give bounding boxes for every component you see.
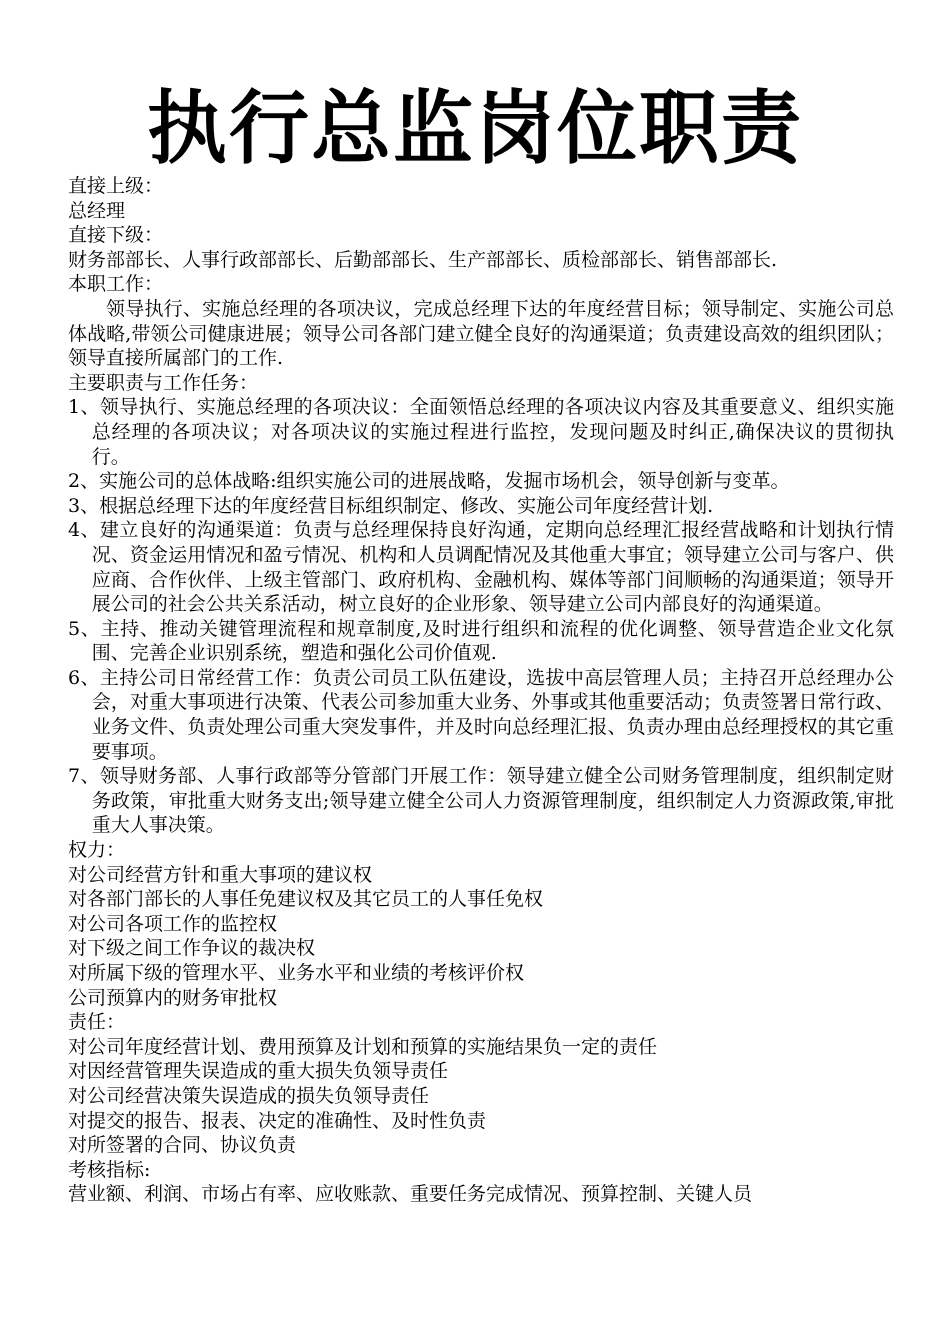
power-item: 对公司经营方针和重大事项的建议权 [68,863,373,886]
kpi-text: 营业额、利润、市场占有率、应收账款、重要任务完成情况、预算控制、关键人员 [68,1183,753,1206]
document-title: 执行总监岗位职责 [147,82,803,175]
core-work-label: 本职工作： [68,273,164,296]
document-body [68,174,894,1207]
duty-item: 2、实施公司的总体战略:组织实施公司的进展战略，发掘市场机会，领导创新与变革。 [68,470,790,493]
subordinate-label: 直接下级： [68,224,164,247]
responsibilities-label: 责任： [68,1011,126,1034]
responsibility-item: 对提交的报告、报表、决定的准确性、及时性负责 [68,1109,487,1132]
power-item: 对下级之间工作争议的裁决权 [68,937,316,960]
duties-list [68,395,894,838]
powers-list [68,863,894,1011]
duty-item: 5、主持、推动关键管理流程和规章制度,及时进行组织和流程的优化调整、领导营造企业文化氛围、完善企业识别系统，塑造和强化公司价值观. [68,617,894,665]
duty-item: 7、领导财务部、人事行政部等分管部门开展工作：领导建立健全公司财务管理制度，组织制定财务政策，审批重大财务支出;领导建立健全公司人力资源管理制度，组织制定人力资源政策,审批重大人事决策。 [68,765,894,837]
superior-value: 总经理 [68,199,126,222]
duty-item: 3、根据总经理下达的年度经营目标组织制定、修改、实施公司年度经营计划. [68,494,714,517]
subordinate-value: 财务部部长、人事行政部部长、后勤部部长、生产部部长、质检部部长、销售部部长. [68,248,778,271]
responsibilities-list [68,1035,894,1158]
duty-item: 1、领导执行、实施总经理的各项决议：全面领悟总经理的各项决议内容及其重要意义、组织实施总经理的各项决议；对各项决议的实施过程进行监控，发现问题及时纠正,确保决议的贯彻执行。 [68,396,894,468]
kpi-label: 考核指标: [68,1158,151,1181]
responsibility-item: 对公司经营决策失误造成的损失负领导责任 [68,1084,430,1107]
document-page [68,0,894,1207]
duty-item: 4、建立良好的沟通渠道：负责与总经理保持良好沟通，定期向总经理汇报经营战略和计划执行情况、资金运用情况和盈亏情况、机构和人员调配情况及其他重大事宜；领导建立公司与客户、供应商、合作伙伴、上级主管部门、政府机构、金融机构、媒体等部门间顺畅的沟通渠道；领导开展公司的社会公共关系活动，树立良好的企业形象、领导建立公司内部良好的沟通渠道。 [68,519,894,616]
core-work-text: 领导执行、实施总经理的各项决议，完成总经理下达的年度经营目标；领导制定、实施公司总体战略,带领公司健康进展；领导公司各部门建立健全良好的沟通渠道；负责建设高效的组织团队；领导直接所属部门的工作. [68,297,894,370]
responsibility-item: 对因经营管理失误造成的重大损失负领导责任 [68,1060,449,1083]
power-item: 公司预算内的财务审批权 [68,986,278,1009]
responsibility-item: 对公司年度经营计划、费用预算及计划和预算的实施结果负一定的责任 [68,1035,658,1058]
superior-label: 直接上级： [68,175,164,197]
power-item: 对公司各项工作的监控权 [68,912,278,935]
power-item: 对所属下级的管理水平、业务水平和业绩的考核评价权 [68,962,525,984]
responsibility-item: 对所签署的合同、协议负责 [68,1134,297,1157]
duty-item: 6、主持公司日常经营工作：负责公司员工队伍建设，选拔中高层管理人员；主持召开总经理办公会，对重大事项进行决策、代表公司参加重大业务、外事或其他重要活动；负责签署日常行政、业务文件、负责处理公司重大突发事件，并及时向总经理汇报、负责办理由总经理授权的其它重要事项。 [68,666,894,763]
duties-label: 主要职责与工作任务： [68,371,259,394]
powers-label: 权力： [68,839,126,862]
power-item: 对各部门部长的人事任免建议权及其它员工的人事任免权 [68,888,544,911]
